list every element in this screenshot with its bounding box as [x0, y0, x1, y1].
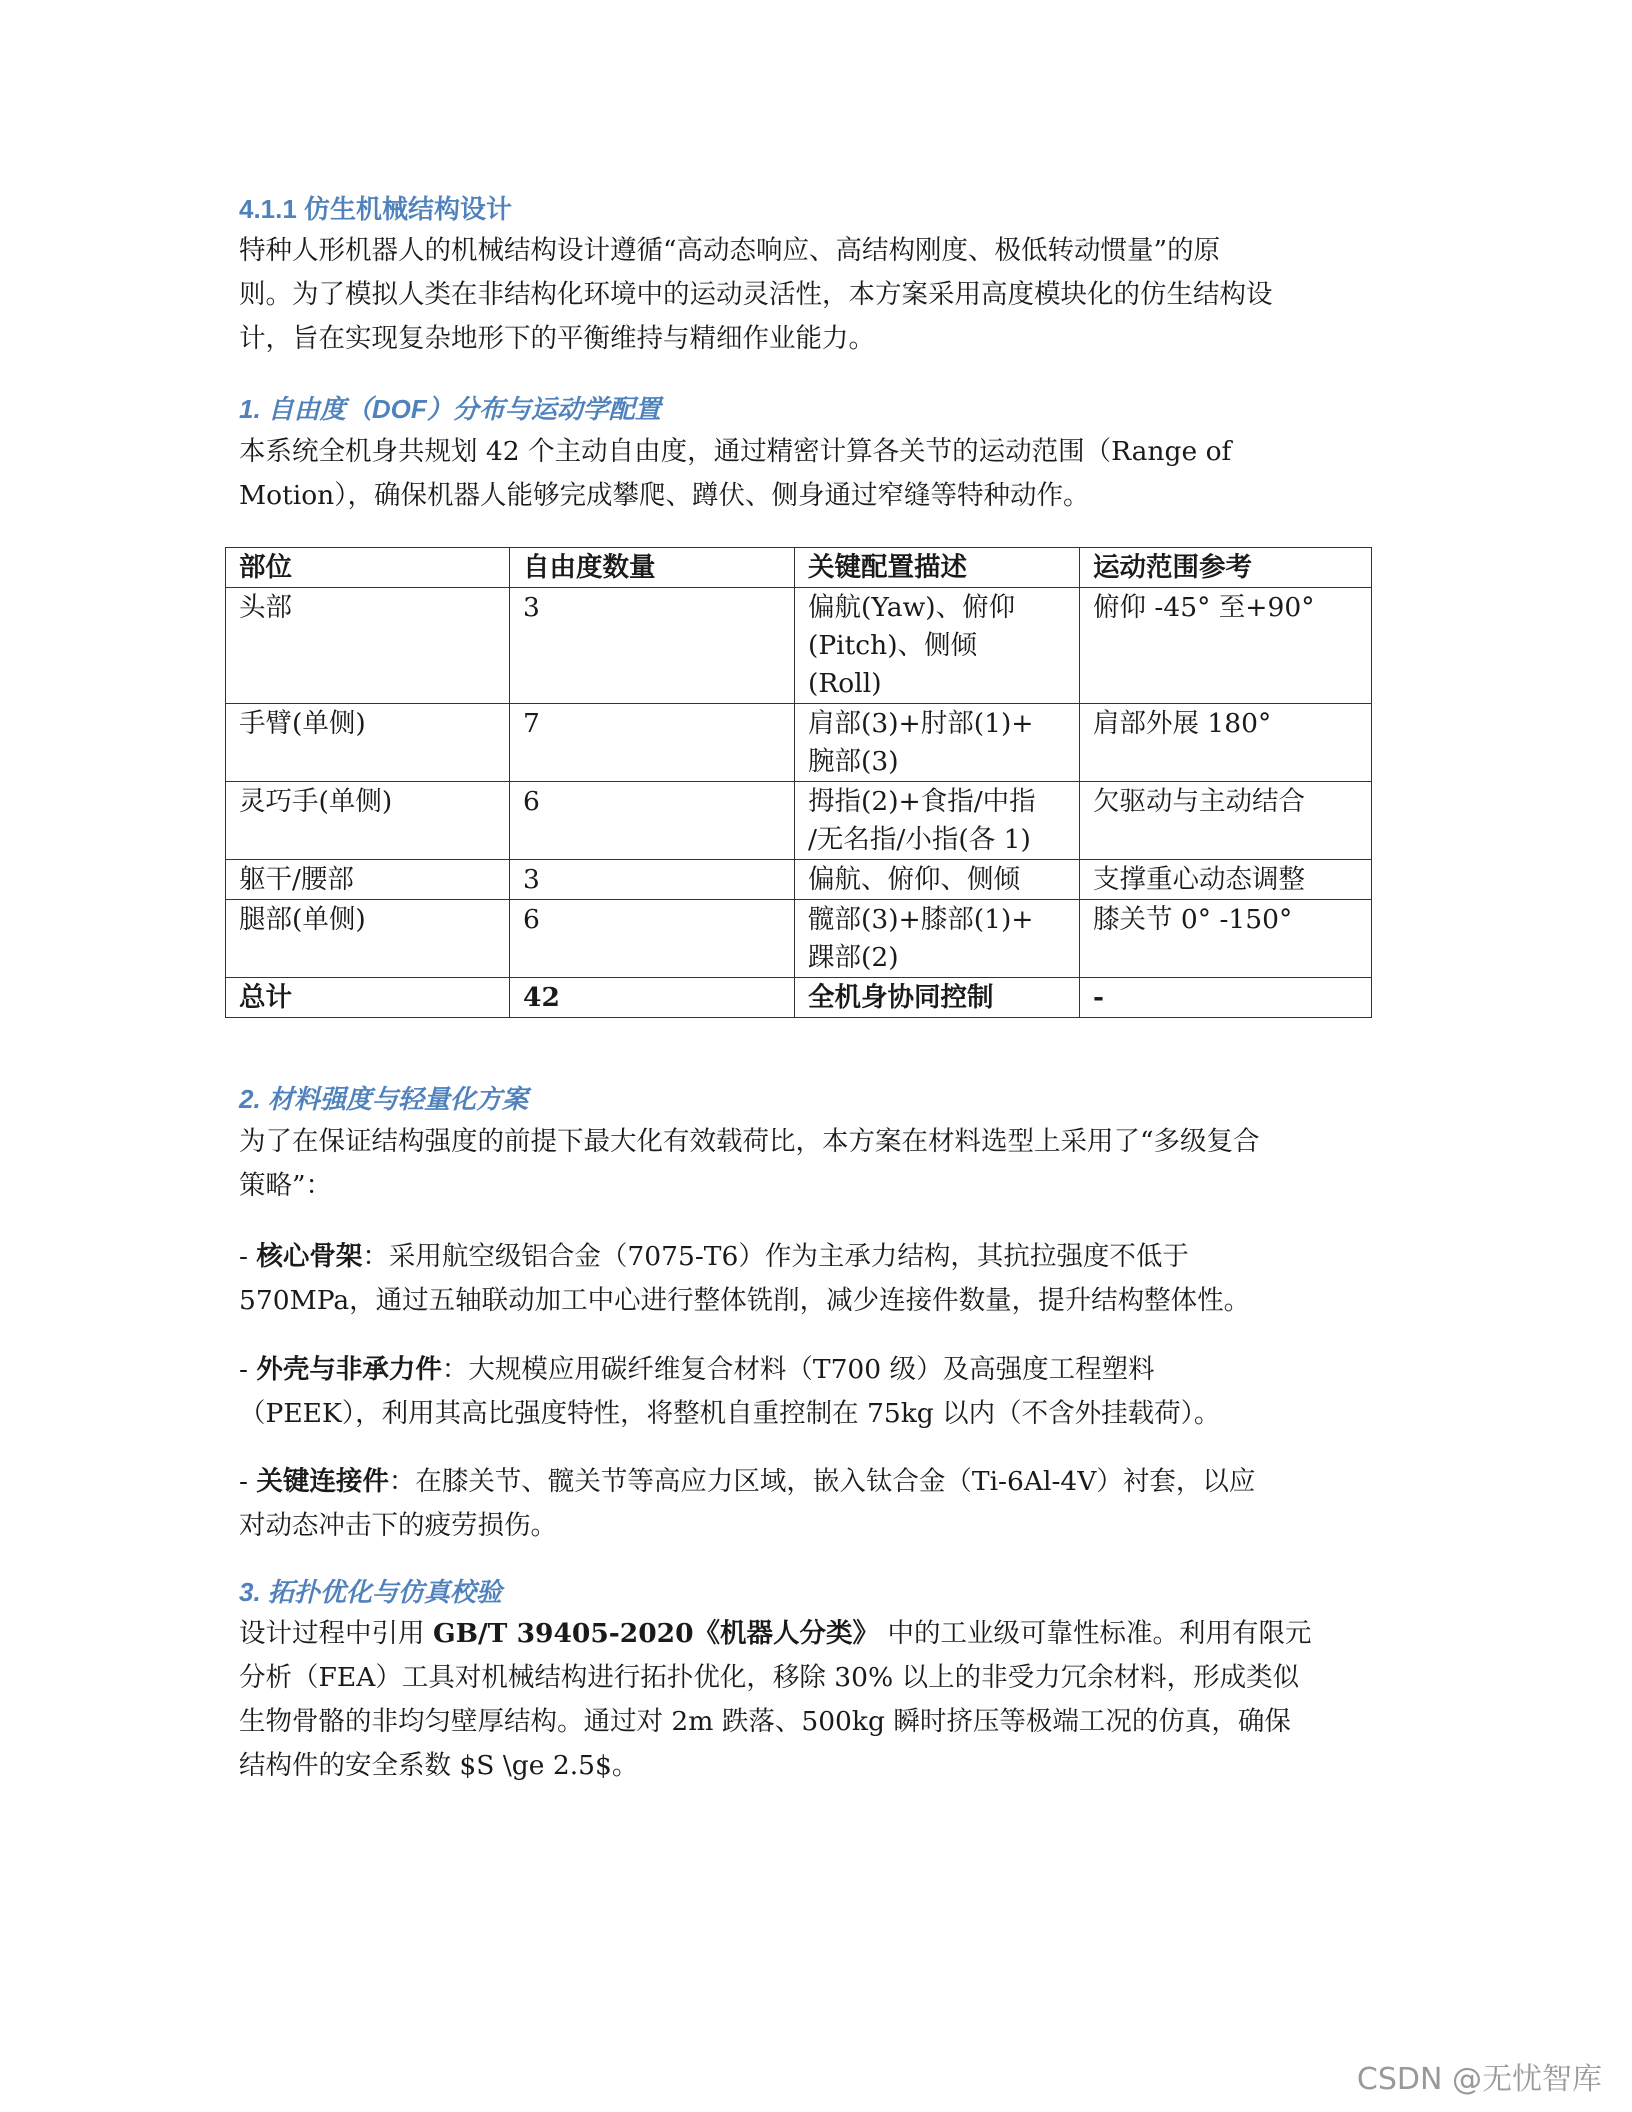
bullet-label: 外壳与非承力件 — [256, 1354, 442, 1385]
desc-cell — [795, 782, 1080, 860]
bullet-prefix: - — [239, 1354, 257, 1385]
paragraph-line: 计，旨在实现复杂地形下的平衡维持与精细作业能力。 — [239, 323, 875, 354]
dof-cell: 6 — [510, 782, 795, 860]
paragraph-line: 为了在保证结构强度的前提下最大化有效载荷比，本方案在材料选型上采用了“多级复合 — [239, 1126, 1260, 1157]
bullet-connectors — [239, 1460, 1409, 1548]
bullet-prefix: - — [239, 1466, 257, 1497]
section-3-paragraph — [239, 1612, 1409, 1788]
table-total-row — [226, 978, 1372, 1018]
range-cell: 欠驱动与主动结合 — [1080, 782, 1372, 860]
desc-line: (Roll) — [808, 668, 882, 699]
section-4-1-1-title: 4.1.1 仿生机械结构设计 — [239, 194, 513, 224]
desc-line: 偏航(Yaw)、俯仰 — [808, 592, 1016, 623]
paragraph-line: 结构件的安全系数 $S \ge 2.5$。 — [239, 1750, 639, 1781]
range-cell: 膝关节 0° -150° — [1080, 900, 1372, 978]
paragraph-line: 生物骨骼的非均匀壁厚结构。通过对 2m 跌落、500kg 瞬时挤压等极端工况的仿真，确保 — [239, 1706, 1291, 1737]
dof-cell: 3 — [510, 588, 795, 704]
total-part-cell: 总计 — [226, 978, 510, 1018]
table-header-row — [226, 548, 1372, 588]
bullet-prefix: - — [239, 1241, 257, 1272]
table-row — [226, 900, 1372, 978]
paragraph-text: 中的工业级可靠性标准。利用有限元 — [879, 1618, 1312, 1649]
desc-line: 踝部(2) — [808, 942, 899, 973]
table-row — [226, 782, 1372, 860]
desc-line: 腕部(3) — [808, 746, 899, 777]
bullet-shell — [239, 1348, 1409, 1436]
bullet-text: ：大规模应用碳纤维复合材料（T700 级）及高强度工程塑料 — [441, 1354, 1155, 1385]
total-desc-cell: 全机身协同控制 — [795, 978, 1080, 1018]
table-row — [226, 860, 1372, 900]
csdn-watermark: CSDN @无忧智库 — [1356, 2062, 1602, 2097]
header-cell: 部位 — [226, 548, 510, 588]
total-range-cell: - — [1080, 978, 1372, 1018]
table-row — [226, 704, 1372, 782]
section-1-paragraph — [239, 430, 1409, 518]
range-cell: 俯仰 -45° 至+90° — [1080, 588, 1372, 704]
total-dof-cell: 42 — [510, 978, 795, 1018]
part-cell: 手臂(单侧) — [226, 704, 510, 782]
paragraph-line: Motion），确保机器人能够完成攀爬、蹲伏、侧身通过窄缝等特种动作。 — [239, 480, 1090, 511]
desc-cell — [795, 704, 1080, 782]
dof-table — [225, 547, 1372, 1018]
table-row — [226, 588, 1372, 704]
header-cell: 运动范围参考 — [1080, 548, 1372, 588]
section-1-title: 1. 自由度（DOF）分布与运动学配置 — [239, 394, 661, 424]
dof-cell: 7 — [510, 704, 795, 782]
bullet-text: ：在膝关节、髋关节等高应力区域，嵌入钛合金（Ti-6Al-4V）衬套，以应 — [388, 1466, 1256, 1497]
bullet-core-frame — [239, 1235, 1409, 1323]
desc-line: (Pitch)、侧倾 — [808, 630, 978, 661]
part-cell: 腿部(单侧) — [226, 900, 510, 978]
part-cell: 躯干/腰部 — [226, 860, 510, 900]
section-4-1-1-paragraph — [239, 229, 1409, 361]
bullet-label: 核心骨架 — [256, 1241, 363, 1272]
desc-line: 偏航、俯仰、侧倾 — [808, 864, 1020, 895]
desc-cell — [795, 860, 1080, 900]
bullet-text: 570MPa，通过五轴联动加工中心进行整体铣削，减少连接件数量，提升结构整体性。 — [239, 1285, 1251, 1316]
header-cell: 关键配置描述 — [795, 548, 1080, 588]
section-2-title: 2. 材料强度与轻量化方案 — [239, 1084, 528, 1114]
desc-line: 肩部(3)+肘部(1)+ — [808, 708, 1034, 739]
desc-cell — [795, 588, 1080, 704]
dof-cell: 6 — [510, 900, 795, 978]
section-2-intro — [239, 1120, 1409, 1208]
bullet-text: （PEEK），利用其高比强度特性，将整机自重控制在 75kg 以内（不含外挂载荷）。 — [239, 1398, 1221, 1429]
bullet-text: ：采用航空级铝合金（7075-T6）作为主承力结构，其抗拉强度不低于 — [362, 1241, 1189, 1272]
range-cell: 支撑重心动态调整 — [1080, 860, 1372, 900]
part-cell: 头部 — [226, 588, 510, 704]
part-cell: 灵巧手(单侧) — [226, 782, 510, 860]
desc-line: 拇指(2)+食指/中指 — [808, 786, 1036, 817]
paragraph-line: 分析（FEA）工具对机械结构进行拓扑优化，移除 30% 以上的非受力冗余材料，形成类似 — [239, 1662, 1300, 1693]
paragraph-line: 特种人形机器人的机械结构设计遵循“高动态响应、高结构刚度、极低转动惯量”的原 — [239, 235, 1221, 266]
desc-line: 髋部(3)+膝部(1)+ — [808, 904, 1034, 935]
paragraph-line: 本系统全机身共规划 42 个主动自由度，通过精密计算各关节的运动范围（Range of — [239, 436, 1232, 467]
paragraph-line: 策略”： — [239, 1170, 333, 1201]
desc-line: /无名指/小指(各 1) — [808, 824, 1031, 855]
dof-cell: 3 — [510, 860, 795, 900]
header-cell: 自由度数量 — [510, 548, 795, 588]
bullet-label: 关键连接件 — [256, 1466, 389, 1497]
paragraph-line: 则。为了模拟人类在非结构化环境中的运动灵活性，本方案采用高度模块化的仿生结构设 — [239, 279, 1273, 310]
section-3-title: 3. 拓扑优化与仿真校验 — [239, 1577, 502, 1607]
range-cell: 肩部外展 180° — [1080, 704, 1372, 782]
desc-cell — [795, 900, 1080, 978]
bullet-text: 对动态冲击下的疲劳损伤。 — [239, 1510, 557, 1541]
standard-reference: GB/T 39405-2020《机器人分类》 — [432, 1618, 880, 1649]
paragraph-text: 设计过程中引用 — [239, 1618, 433, 1649]
